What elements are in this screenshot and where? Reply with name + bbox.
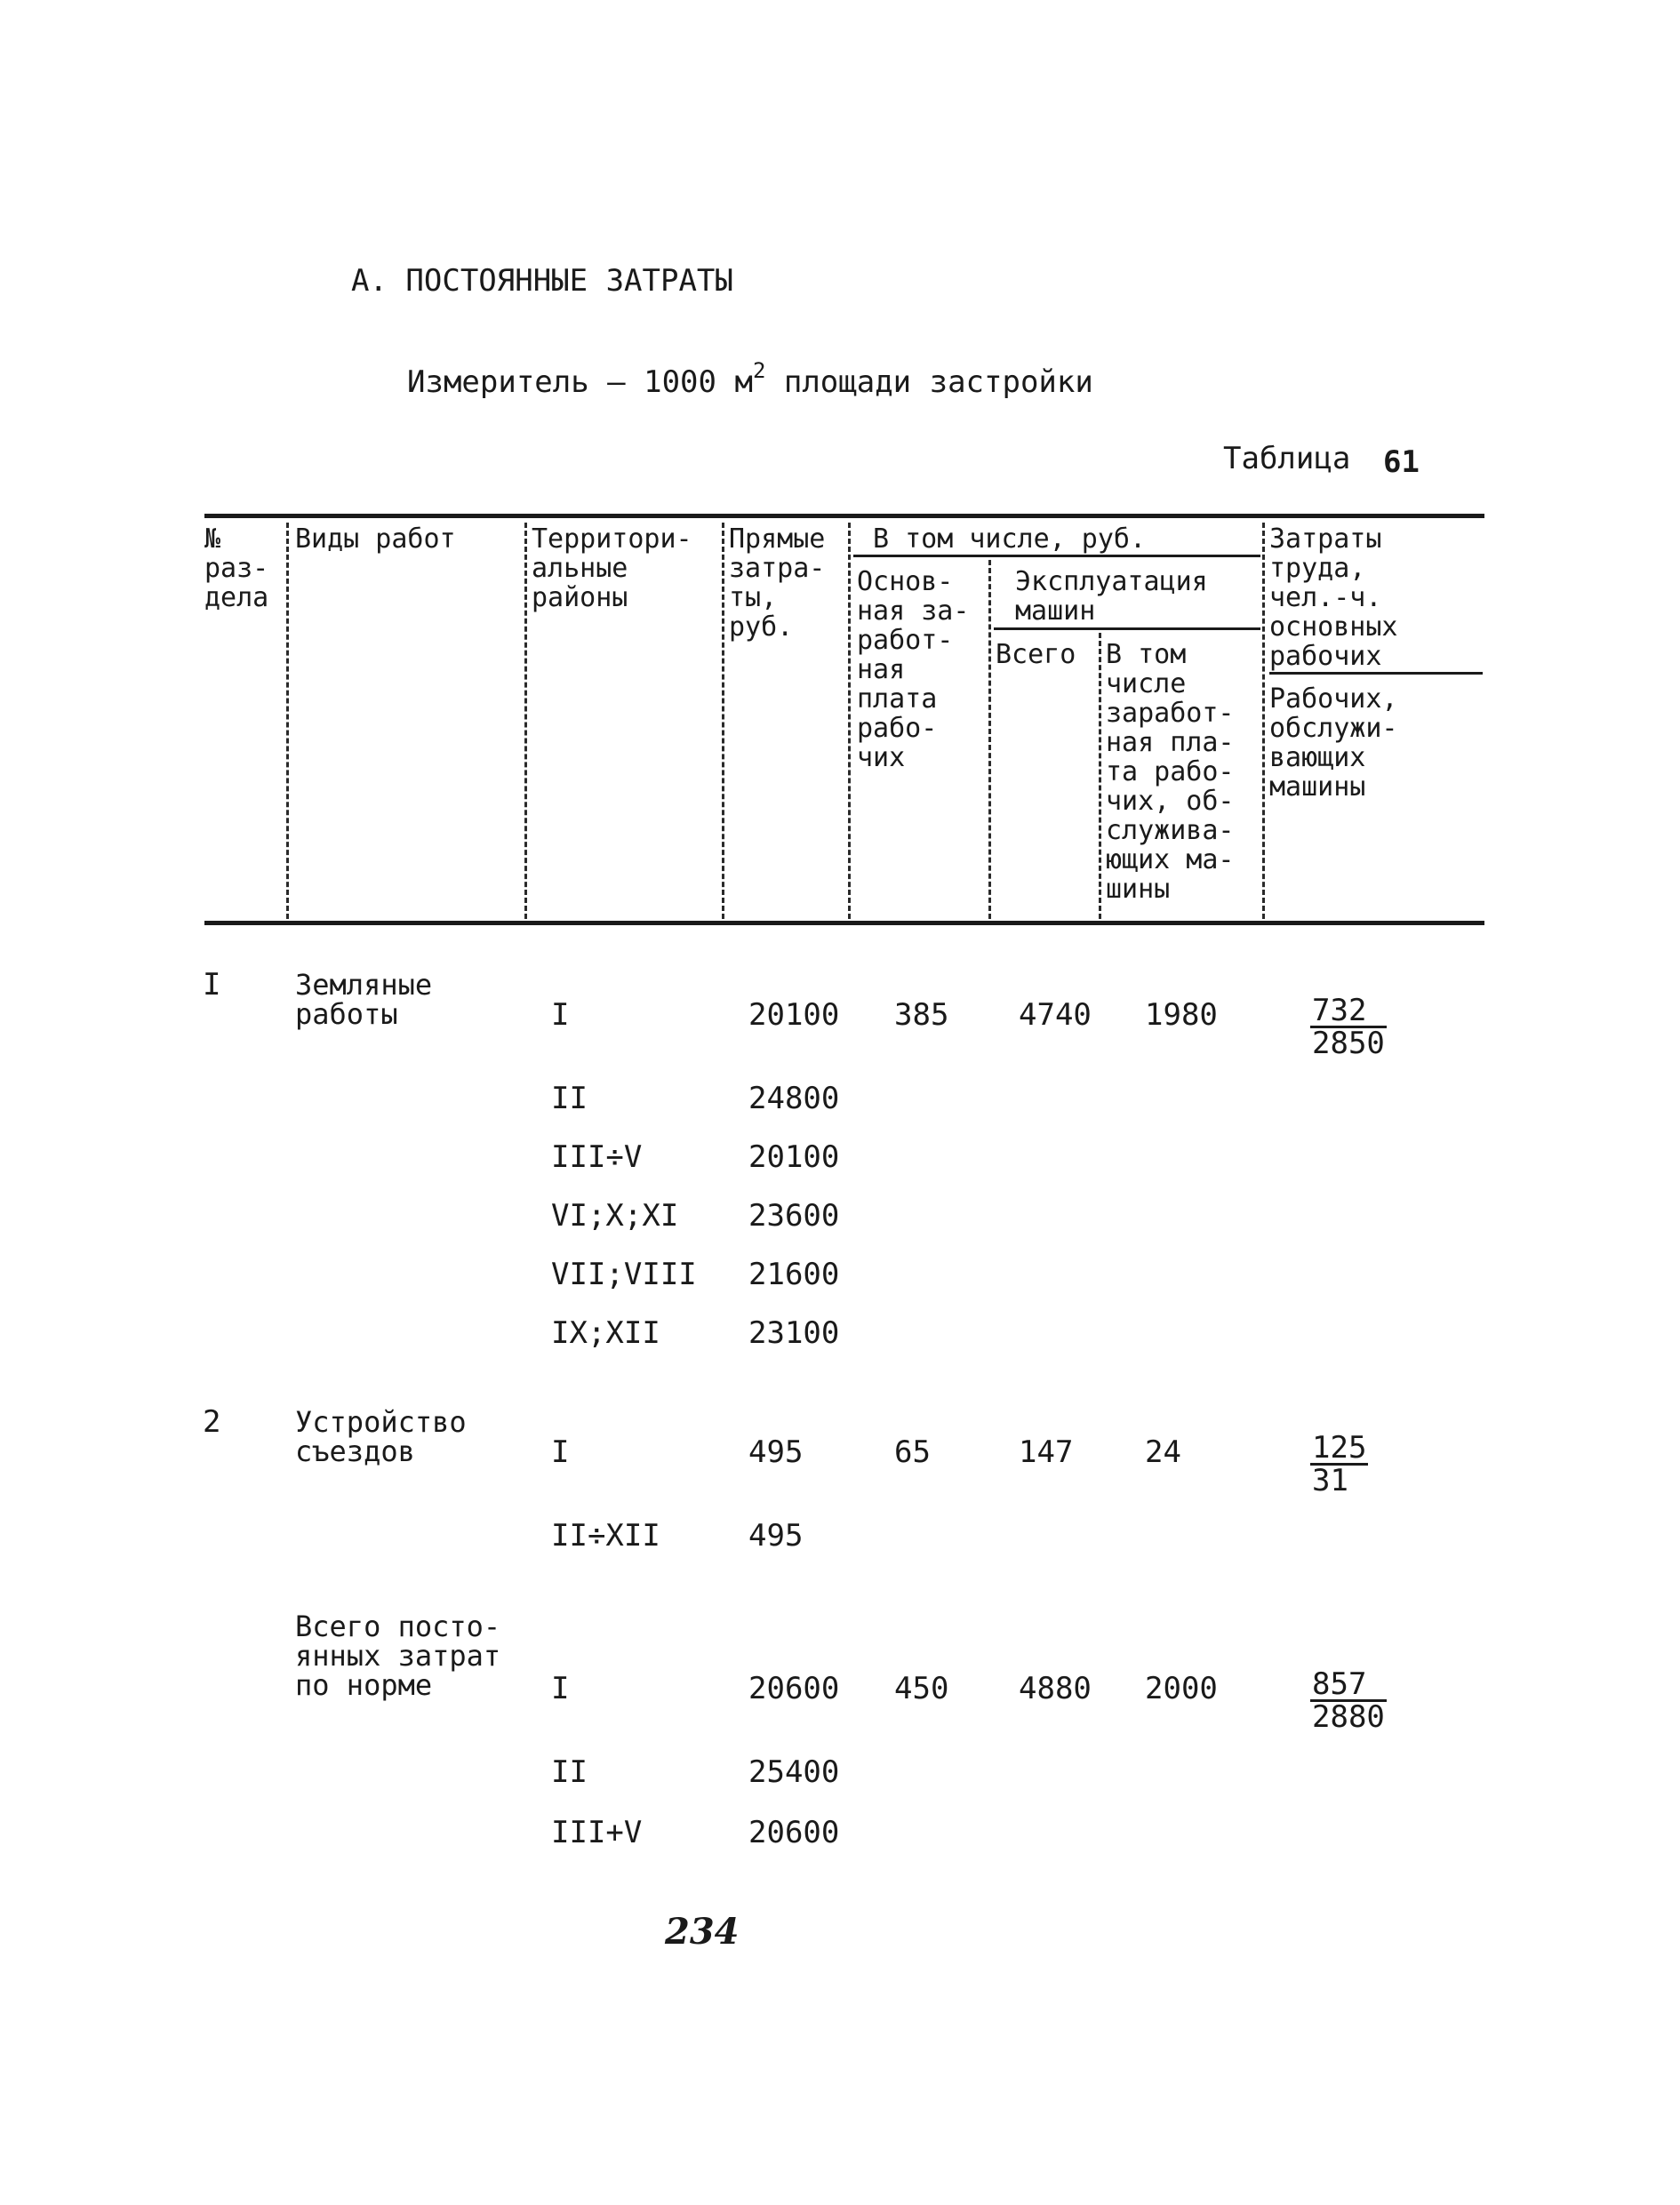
section-name: Всего посто- янных затрат по норме: [295, 1610, 501, 1702]
col-sep-2: [524, 523, 527, 919]
direct-cell: 20100: [748, 1139, 840, 1175]
machines-underline: [994, 627, 1260, 630]
col-sep-3: [722, 523, 724, 919]
labor-fraction: [1310, 1666, 1387, 1735]
direct-cell: 21600: [748, 1257, 840, 1292]
table-label: Таблица: [1223, 441, 1351, 476]
header-machines: Эксплуатация машин: [1015, 566, 1208, 627]
section-num: I: [203, 967, 221, 1003]
wages-cell: 65: [894, 1434, 931, 1470]
region-cell: VI;X;XI: [551, 1198, 679, 1234]
machines-total-cell: 4880: [1019, 1671, 1092, 1706]
region-cell: II: [551, 1754, 588, 1790]
direct-cell: 23100: [748, 1315, 840, 1351]
labor-machine: 2850: [1312, 1026, 1385, 1061]
header-labor-machine: Рабочих, обслужи- вающих машины: [1269, 683, 1398, 803]
region-cell: IX;XII: [551, 1315, 660, 1351]
direct-cell: 495: [748, 1434, 804, 1470]
machines-total-cell: 4740: [1019, 997, 1092, 1033]
header-section-num: № раз- дела: [204, 523, 269, 613]
header-labor: Затраты труда, чел.-ч. основных рабочих: [1269, 523, 1398, 672]
region-cell: II÷XII: [551, 1518, 660, 1554]
machines-wages-cell: 1980: [1145, 997, 1218, 1033]
wages-cell: 450: [894, 1671, 949, 1706]
machines-wages-cell: 24: [1145, 1434, 1181, 1470]
labor-fraction: [1310, 1430, 1368, 1498]
machines-wages-cell: 2000: [1145, 1671, 1218, 1706]
header-including: В том числе, руб.: [873, 523, 1147, 555]
col-sep-7: [1262, 523, 1265, 919]
direct-cell: 23600: [748, 1198, 840, 1234]
direct-cell: 20600: [748, 1671, 840, 1706]
section-name: Устройство съездов: [295, 1405, 467, 1468]
page-number: 234: [665, 1911, 740, 1953]
region-cell: I: [551, 1671, 570, 1706]
direct-cell: 495: [748, 1518, 804, 1554]
direct-cell: 24800: [748, 1081, 840, 1116]
labor-fraction: [1310, 995, 1387, 1059]
measure-unit: [407, 358, 1093, 400]
col-sep-4: [848, 523, 851, 919]
region-cell: III+V: [551, 1815, 643, 1850]
labor-machine: 31: [1312, 1463, 1348, 1498]
header-wages: Основ- ная за- работ- ная плата рабо- чих: [857, 566, 970, 773]
section-num: 2: [203, 1404, 221, 1440]
wages-cell: 385: [894, 997, 949, 1033]
section-name: Земляные работы: [295, 968, 433, 1031]
table-top-rule: [204, 514, 1484, 518]
region-cell: II: [551, 1081, 588, 1116]
col-sep-6: [1099, 633, 1101, 919]
header-direct-costs: Прямые затра- ты, руб.: [729, 523, 826, 643]
section-title: А. ПОСТОЯННЫЕ ЗАТРАТЫ: [351, 263, 733, 299]
direct-cell: 20600: [748, 1815, 840, 1850]
machines-total-cell: 147: [1019, 1434, 1074, 1470]
measure-suffix: площади застройки: [765, 364, 1093, 400]
region-cell: I: [551, 1434, 570, 1470]
header-bottom-rule: [204, 921, 1484, 925]
header-works: Виды работ: [295, 523, 456, 555]
region-cell: III÷V: [551, 1139, 643, 1175]
col-sep-1: [286, 523, 289, 919]
labor-machine: 2880: [1312, 1699, 1385, 1735]
header-machines-total: Всего: [996, 639, 1076, 670]
col-sep-5: [988, 560, 991, 919]
labor-main: 732: [1310, 995, 1387, 1028]
including-underline: [853, 555, 1260, 557]
region-cell: VII;VIII: [551, 1257, 697, 1292]
header-territory: Территори- альные районы: [532, 523, 692, 613]
labor-main: 857: [1310, 1669, 1387, 1702]
table-number: 61: [1383, 444, 1420, 480]
measure-prefix: Измеритель – 1000 м: [407, 364, 753, 400]
header-machines-wages: В том числе заработ- ная пла- та рабо- чих, об- служива- ющих ма- шины: [1106, 639, 1235, 905]
direct-cell: 20100: [748, 997, 840, 1033]
direct-cell: 25400: [748, 1754, 840, 1790]
region-cell: I: [551, 997, 570, 1033]
measure-sup: 2: [752, 358, 766, 383]
labor-underline: [1269, 672, 1483, 675]
labor-main: 125: [1312, 1430, 1367, 1466]
